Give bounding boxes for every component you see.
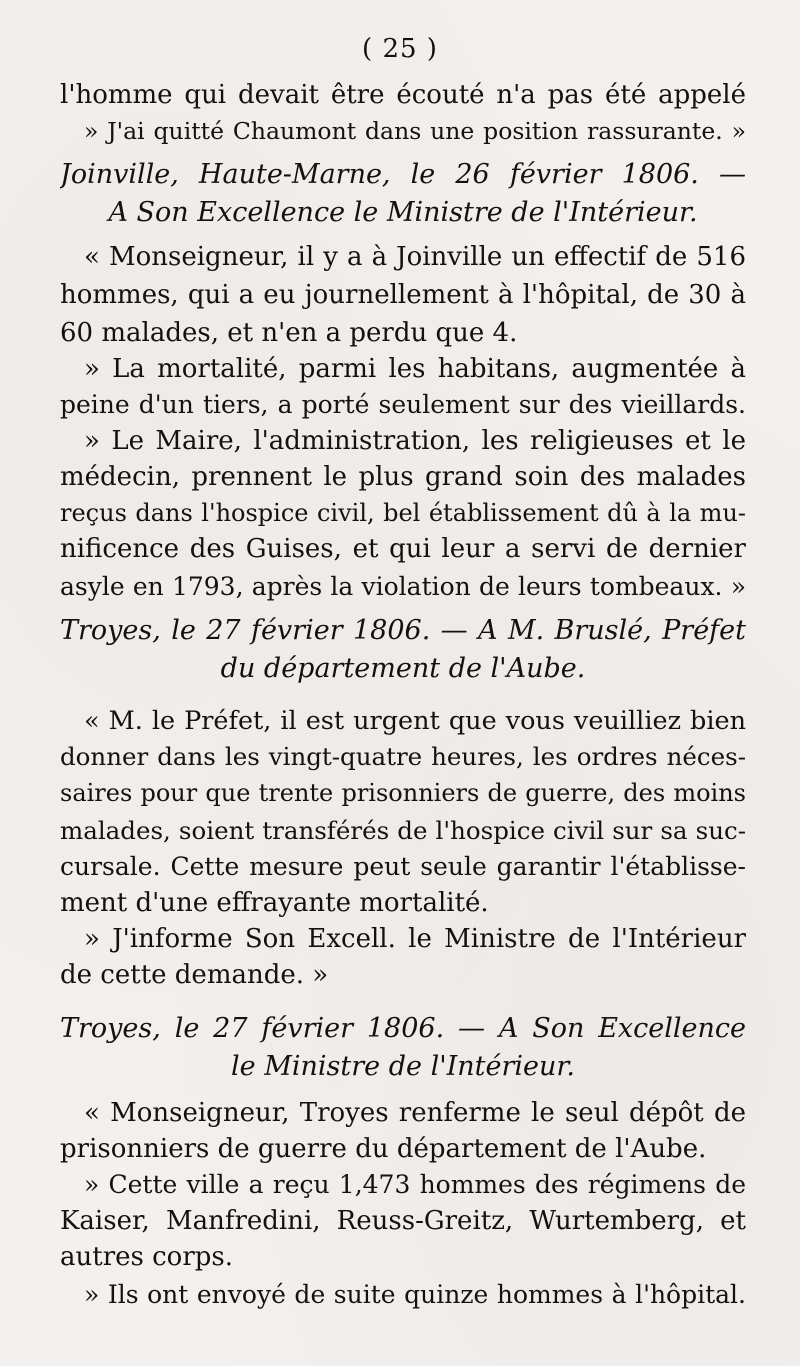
text-line: « Monseigneur, Troyes renferme le seul dépôt de [84, 1098, 746, 1128]
text-line: l'homme qui devait être écouté n'a pas été appelé [60, 80, 746, 110]
text-line: 60 malades, et n'en a perdu que 4. [60, 318, 518, 348]
text-line: » Le Maire, l'administration, les religieuses et le [84, 426, 746, 456]
letter-recipient: le Ministre de l'Intérieur. [231, 1051, 575, 1082]
text-line: » J'ai quitté Chaumont dans une position rassurante. » [84, 117, 746, 145]
letter-recipient: A Son Excellence le Ministre de l'Intérieur. [108, 197, 698, 228]
text-line: autres corps. [60, 1242, 234, 1272]
text-line: asyle en 1793, après la violation de leurs tombeaux. » [60, 572, 746, 601]
text-line: médecin, prennent le plus grand soin des malades [60, 462, 746, 492]
text-line: ment d'une effrayante mortalité. [60, 888, 489, 918]
text-line: de cette demande. » [60, 960, 329, 990]
text-line: hommes, qui a eu journellement à l'hôpital, de 30 à [60, 280, 746, 310]
text-line: « Monseigneur, il y a à Joinville un effectif de 516 [84, 242, 746, 272]
letter-header: Joinville, Haute-Marne, le 26 février 1806. — [60, 159, 746, 190]
text-line: « M. le Préfet, il est urgent que vous veuilliez bien [84, 706, 746, 736]
text-line: donner dans les vingt-quatre heures, les ordres néces- [60, 742, 746, 771]
text-line: peine d'un tiers, a porté seulement sur des vieillards. [60, 390, 746, 419]
text-line: saires pour que trente prisonniers de guerre, des moins [60, 779, 746, 807]
text-line: nificence des Guises, et qui leur a servi de dernier [60, 534, 746, 564]
letter-header: Troyes, le 27 février 1806. — A M. Bruslé, Préfet [60, 615, 746, 646]
text-line: » J'informe Son Excell. le Ministre de l'Intérieur [84, 924, 746, 954]
text-line: cursale. Cette mesure peut seule garantir l'établisse- [60, 852, 746, 881]
text-line: reçus dans l'hospice civil, bel établissement dû à la mu- [60, 499, 746, 527]
text-line: » Cette ville a reçu 1,473 hommes des régimens de [84, 1170, 746, 1199]
letter-recipient: du département de l'Aube. [220, 653, 586, 684]
page-number: ( 25 ) [362, 34, 438, 64]
text-line: » La mortalité, parmi les habitans, augmentée à [84, 354, 746, 384]
text-line: malades, soient transférés de l'hospice civil sur sa suc- [60, 816, 746, 845]
text-line: Kaiser, Manfredini, Reuss-Greitz, Wurtemberg, et [60, 1206, 746, 1236]
letter-header: Troyes, le 27 février 1806. — A Son Excellence [60, 1013, 746, 1044]
text-line: prisonniers de guerre du département de l'Aube. [60, 1134, 707, 1164]
text-line: » Ils ont envoyé de suite quinze hommes à l'hôpital. [84, 1280, 746, 1309]
